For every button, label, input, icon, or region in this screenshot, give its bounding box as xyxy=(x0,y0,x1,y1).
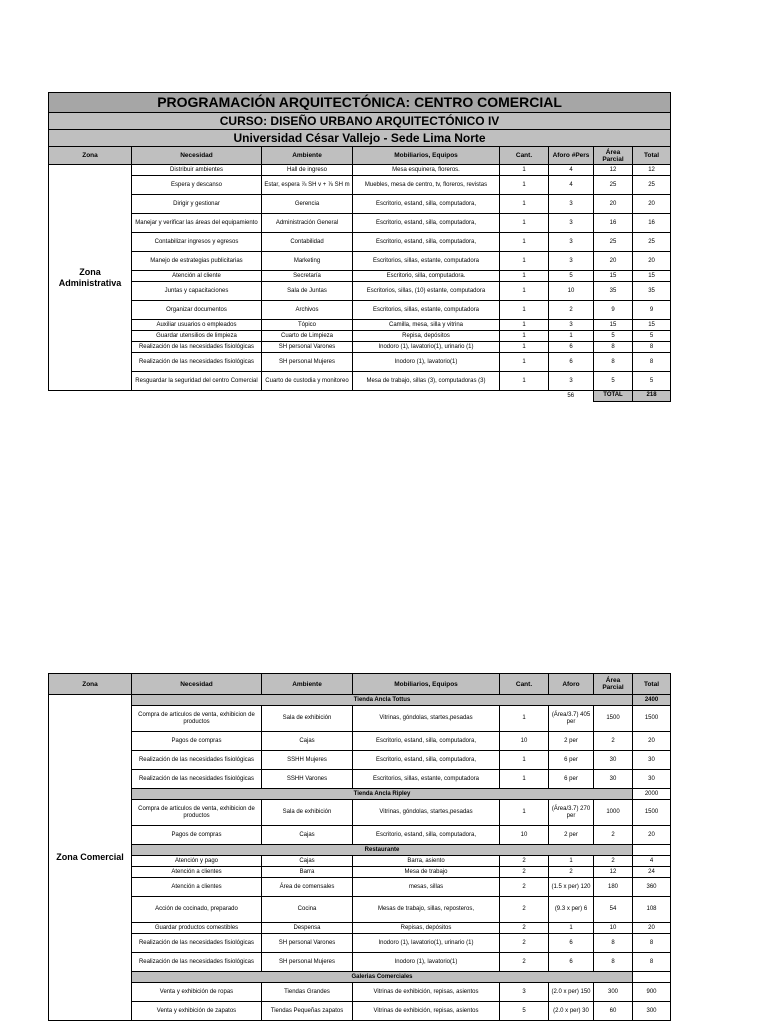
aforo-cell: 6 xyxy=(549,353,594,372)
necesidad-cell: Realización de las necesidades fisiológicas xyxy=(132,342,262,353)
total-cell: 9 xyxy=(633,301,671,320)
aforo-cell: 4 xyxy=(549,165,594,176)
mobiliario-cell: Vitrinas de exhibición, repisas, asientos xyxy=(353,1002,500,1021)
aforo-cell: (2.0 x per) 30 xyxy=(549,1002,594,1021)
section-name: Restaurante xyxy=(132,845,633,856)
aforo-cell: 3 xyxy=(549,233,594,252)
table-row xyxy=(49,271,671,282)
area-parcial-cell: 2 xyxy=(594,826,633,845)
column-header: Mobiliarios, Equipos xyxy=(353,147,500,165)
table-row xyxy=(49,233,671,252)
cantidad-cell: 1 xyxy=(500,706,549,732)
section-name: Tienda Ancla Ripley xyxy=(132,789,633,800)
cantidad-cell: 1 xyxy=(500,233,549,252)
column-header: Zona xyxy=(49,674,132,695)
aforo-cell: 6 xyxy=(549,953,594,972)
column-header: Área Parcial xyxy=(594,147,633,165)
mobiliario-cell: Repisa, depósitos xyxy=(353,331,500,342)
aforo-cell: 6 per xyxy=(549,751,594,770)
totals-row xyxy=(49,391,671,402)
section-total: 2400 xyxy=(633,695,671,706)
column-header: Ambiente xyxy=(262,147,353,165)
ambiente-cell: Sala de Juntas xyxy=(262,282,353,301)
aforo-cell: (1.5 x per) 120 xyxy=(549,878,594,897)
mobiliario-cell: Escritorios, sillas, estante, computadora xyxy=(353,252,500,271)
column-header: Zona xyxy=(49,147,132,165)
cantidad-cell: 2 xyxy=(500,878,549,897)
aforo-cell: 3 xyxy=(549,195,594,214)
ambiente-cell: Cuarto de Limpieza xyxy=(262,331,353,342)
section-total: 2000 xyxy=(633,789,671,800)
area-parcial-cell: 10 xyxy=(594,923,633,934)
area-parcial-cell: 8 xyxy=(594,342,633,353)
ambiente-cell: Archivos xyxy=(262,301,353,320)
total-cell: 16 xyxy=(633,214,671,233)
aforo-cell: 3 xyxy=(549,372,594,391)
aforo-cell: 2 xyxy=(549,867,594,878)
table-row xyxy=(49,301,671,320)
necesidad-cell: Guardar productos comestibles xyxy=(132,923,262,934)
total-cell: 20 xyxy=(633,826,671,845)
mobiliario-cell: Escritorio, silla, computadora. xyxy=(353,271,500,282)
column-header: Necesidad xyxy=(132,147,262,165)
cantidad-cell: 10 xyxy=(500,732,549,751)
ambiente-cell: Tiendas Grandes xyxy=(262,983,353,1002)
course-title: CURSO: DISEÑO URBANO ARQUITECTÓNICO IV xyxy=(49,113,671,130)
total-cell: 24 xyxy=(633,867,671,878)
column-header: Cant. xyxy=(500,674,549,695)
table-row xyxy=(49,214,671,233)
mobiliario-cell: Vitrinas, góndolas, startes,pesadas xyxy=(353,706,500,732)
table-row xyxy=(49,826,671,845)
necesidad-cell: Realización de las necesidades fisiológicas xyxy=(132,770,262,789)
cantidad-cell: 1 xyxy=(500,353,549,372)
total-cell: 15 xyxy=(633,320,671,331)
necesidad-cell: Acción de cocinado, preparado xyxy=(132,897,262,923)
aforo-cell: 3 xyxy=(549,320,594,331)
cantidad-cell: 1 xyxy=(500,320,549,331)
aforo-cell: 3 xyxy=(549,252,594,271)
table-header-row xyxy=(49,147,671,165)
necesidad-cell: Atención a clientes xyxy=(132,867,262,878)
total-cell: 8 xyxy=(633,353,671,372)
ambiente-cell: Área de comensales xyxy=(262,878,353,897)
blank-cell xyxy=(49,391,549,402)
table-row xyxy=(49,983,671,1002)
necesidad-cell: Atención al cliente xyxy=(132,271,262,282)
table-row xyxy=(49,165,671,176)
mobiliario-cell: Repisas, depósitos xyxy=(353,923,500,934)
ambiente-cell: Cajas xyxy=(262,732,353,751)
mobiliario-cell: Inodoro (1), lavatorio(1) xyxy=(353,953,500,972)
necesidad-cell: Atención a clientes xyxy=(132,878,262,897)
cantidad-cell: 2 xyxy=(500,934,549,953)
table-row xyxy=(49,878,671,897)
section-row xyxy=(49,845,671,856)
cantidad-cell: 1 xyxy=(500,800,549,826)
necesidad-cell: Realización de las necesidades fisiológicas xyxy=(132,934,262,953)
aforo-sum: 56 xyxy=(567,392,575,399)
zone-label: Zona Administrativa xyxy=(49,165,132,391)
column-header: Mobiliarios, Equipos xyxy=(353,674,500,695)
section-name: Galerias Comerciales xyxy=(132,972,633,983)
area-parcial-cell: 35 xyxy=(594,282,633,301)
total-cell: 300 xyxy=(633,1002,671,1021)
total-cell: 8 xyxy=(633,953,671,972)
necesidad-cell: Guardar utensilios de limpieza xyxy=(132,331,262,342)
area-parcial-cell: 12 xyxy=(594,165,633,176)
cantidad-cell: 1 xyxy=(500,342,549,353)
column-header: Ambiente xyxy=(262,674,353,695)
total-cell: 12 xyxy=(633,165,671,176)
ambiente-cell: Cocina xyxy=(262,897,353,923)
university-title: Universidad César Vallejo - Sede Lima Norte xyxy=(49,130,671,147)
ambiente-cell: SH personal Varones xyxy=(262,342,353,353)
area-parcial-cell: 25 xyxy=(594,233,633,252)
aforo-cell: (Área/3.7) 405 per xyxy=(549,706,594,732)
aforo-cell: (9.3 x per) 6 xyxy=(549,897,594,923)
necesidad-cell: Compra de articulos de venta, exhibicion de productos xyxy=(132,800,262,826)
mobiliario-cell: Escritorios, sillas, (10) estante, computadora xyxy=(353,282,500,301)
total-cell: 4 xyxy=(633,856,671,867)
table-row xyxy=(49,867,671,878)
table-row xyxy=(49,934,671,953)
section-row xyxy=(49,789,671,800)
table-row xyxy=(49,953,671,972)
area-parcial-cell: 15 xyxy=(594,271,633,282)
cantidad-cell: 1 xyxy=(500,271,549,282)
ambiente-cell: Tópico xyxy=(262,320,353,331)
column-header: Aforo #Pers xyxy=(549,147,594,165)
table-row xyxy=(49,282,671,301)
total-cell: 900 xyxy=(633,983,671,1002)
ambiente-cell: Cuarto de custodia y monitoreo xyxy=(262,372,353,391)
ambiente-cell: Marketing xyxy=(262,252,353,271)
total-cell: 25 xyxy=(633,176,671,195)
aforo-cell: 2 xyxy=(549,301,594,320)
mobiliario-cell: Vitrinas, góndolas, startes,pesadas xyxy=(353,800,500,826)
total-cell: 30 xyxy=(633,770,671,789)
section-name: Tienda Ancla Tottus xyxy=(132,695,633,706)
aforo-cell: (2.0 x per) 150 xyxy=(549,983,594,1002)
cantidad-cell: 5 xyxy=(500,1002,549,1021)
cantidad-cell: 1 xyxy=(500,165,549,176)
table-row xyxy=(49,751,671,770)
table-row xyxy=(49,770,671,789)
ambiente-cell: Cajas xyxy=(262,856,353,867)
aforo-cell: 4 xyxy=(549,176,594,195)
column-header: Necesidad xyxy=(132,674,262,695)
necesidad-cell: Pagos de compras xyxy=(132,826,262,845)
aforo-cell: 1 xyxy=(549,923,594,934)
area-parcial-cell: 300 xyxy=(594,983,633,1002)
ambiente-cell: Contabilidad xyxy=(262,233,353,252)
table-row xyxy=(49,342,671,353)
total-cell: 5 xyxy=(633,331,671,342)
mobiliario-cell: Escritorio, estand, silla, computadora, xyxy=(353,732,500,751)
ambiente-cell: Administración General xyxy=(262,214,353,233)
ambiente-cell: SSHH Mujeres xyxy=(262,751,353,770)
document-title: PROGRAMACIÓN ARQUITECTÓNICA: CENTRO COMERCIAL xyxy=(49,93,671,113)
area-parcial-cell: 54 xyxy=(594,897,633,923)
ambiente-cell: SH personal Mujeres xyxy=(262,953,353,972)
ambiente-cell: Sala de exhibición xyxy=(262,800,353,826)
necesidad-cell: Contabilizar ingresos y egresos xyxy=(132,233,262,252)
cantidad-cell: 3 xyxy=(500,983,549,1002)
total-cell: 5 xyxy=(633,372,671,391)
mobiliario-cell: Barra, asiento xyxy=(353,856,500,867)
column-header: Cant. xyxy=(500,147,549,165)
mobiliario-cell: Escritorio, estand, silla, computadora, xyxy=(353,195,500,214)
cantidad-cell: 1 xyxy=(500,770,549,789)
cantidad-cell: 1 xyxy=(500,301,549,320)
aforo-cell: (Área/3.7) 270 per xyxy=(549,800,594,826)
mobiliario-cell: Escritorio, estand, silla, computadora, xyxy=(353,214,500,233)
table-row xyxy=(49,923,671,934)
necesidad-cell: Realización de las necesidades fisiológicas xyxy=(132,953,262,972)
commercial-program-table xyxy=(48,673,671,1021)
area-parcial-cell: 30 xyxy=(594,751,633,770)
area-parcial-cell: 1500 xyxy=(594,706,633,732)
ambiente-cell: Gerencia xyxy=(262,195,353,214)
mobiliario-cell: Mesa esquinera, floreros. xyxy=(353,165,500,176)
total-cell: 20 xyxy=(633,195,671,214)
column-header: Total xyxy=(633,674,671,695)
necesidad-cell: Dirigir y gestionar xyxy=(132,195,262,214)
ambiente-cell: SH personal Varones xyxy=(262,934,353,953)
area-parcial-cell: 5 xyxy=(594,372,633,391)
aforo-cell: 3 xyxy=(549,214,594,233)
mobiliario-cell: Camilla, mesa, silla y vitrina xyxy=(353,320,500,331)
area-parcial-cell: 20 xyxy=(594,252,633,271)
necesidad-cell: Distribuir ambientes xyxy=(132,165,262,176)
area-parcial-cell: 16 xyxy=(594,214,633,233)
admin-program-table xyxy=(48,92,671,402)
area-parcial-cell: 8 xyxy=(594,953,633,972)
mobiliario-cell: Mesa de trabajo xyxy=(353,867,500,878)
total-cell: 360 xyxy=(633,878,671,897)
total-cell: 108 xyxy=(633,897,671,923)
area-parcial-cell: 12 xyxy=(594,867,633,878)
area-parcial-cell: 15 xyxy=(594,320,633,331)
ambiente-cell: Despensa xyxy=(262,923,353,934)
ambiente-cell: Tiendas Pequeñas zapatos xyxy=(262,1002,353,1021)
cantidad-cell: 1 xyxy=(500,176,549,195)
column-header: Total xyxy=(633,147,671,165)
ambiente-cell: Sala de exhibición xyxy=(262,706,353,732)
necesidad-cell: Organizar documentos xyxy=(132,301,262,320)
necesidad-cell: Resguardar la seguridad del centro Comercial xyxy=(132,372,262,391)
cantidad-cell: 10 xyxy=(500,826,549,845)
mobiliario-cell: Mesa de trabajo, sillas (3), computadoras (3) xyxy=(353,372,500,391)
mobiliario-cell: Muebles, mesa de centro, tv, floreros, revistas xyxy=(353,176,500,195)
area-parcial-cell: 5 xyxy=(594,331,633,342)
cantidad-cell: 2 xyxy=(500,923,549,934)
aforo-cell: 10 xyxy=(549,282,594,301)
mobiliario-cell: Vitrinas de exhibición, repisas, asientos xyxy=(353,983,500,1002)
aforo-cell: 6 per xyxy=(549,770,594,789)
section-row xyxy=(49,695,671,706)
mobiliario-cell: mesas, sillas xyxy=(353,878,500,897)
section-total xyxy=(633,972,671,983)
cantidad-cell: 1 xyxy=(500,751,549,770)
aforo-cell: 6 xyxy=(549,934,594,953)
cantidad-cell: 1 xyxy=(500,214,549,233)
mobiliario-cell: Escritorio, estand, silla, computadora, xyxy=(353,826,500,845)
total-cell: 20 xyxy=(633,732,671,751)
ambiente-cell: Hall de ingreso xyxy=(262,165,353,176)
necesidad-cell: Realización de las necesidades fisiológicas xyxy=(132,353,262,372)
table-row xyxy=(49,320,671,331)
cantidad-cell: 2 xyxy=(500,856,549,867)
section-row xyxy=(49,972,671,983)
table-row xyxy=(49,353,671,372)
area-parcial-cell: 2 xyxy=(594,732,633,751)
total-cell: 8 xyxy=(633,342,671,353)
aforo-cell: 6 xyxy=(549,342,594,353)
table-row xyxy=(49,331,671,342)
necesidad-cell: Atención y pago xyxy=(132,856,262,867)
cantidad-cell: 1 xyxy=(500,372,549,391)
necesidad-cell: Compra de articulos de venta, exhibicion de productos xyxy=(132,706,262,732)
area-parcial-cell: 180 xyxy=(594,878,633,897)
cantidad-cell: 1 xyxy=(500,331,549,342)
mobiliario-cell: Inodoro (1), lavatorio(1), urinario (1) xyxy=(353,342,500,353)
column-header: Área Parcial xyxy=(594,674,633,695)
mobiliario-cell: Inodoro (1), lavatorio(1), urinario (1) xyxy=(353,934,500,953)
ambiente-cell: SSHH Varones xyxy=(262,770,353,789)
area-parcial-cell: 1000 xyxy=(594,800,633,826)
table-row xyxy=(49,732,671,751)
table-row xyxy=(49,897,671,923)
necesidad-cell: Espera y descanso xyxy=(132,176,262,195)
aforo-cell: 2 per xyxy=(549,826,594,845)
necesidad-cell: Realización de las necesidades fisiológicas xyxy=(132,751,262,770)
ambiente-cell: Estar, espera ⅞ SH v + ⅞ SH m xyxy=(262,176,353,195)
total-cell: 8 xyxy=(633,934,671,953)
area-parcial-cell: 8 xyxy=(594,934,633,953)
mobiliario-cell: Escritorio, estand, silla, computadora, xyxy=(353,233,500,252)
aforo-cell: 2 per xyxy=(549,732,594,751)
total-label: TOTAL xyxy=(594,391,633,402)
table-header-row xyxy=(49,674,671,695)
table-row xyxy=(49,800,671,826)
area-parcial-cell: 2 xyxy=(594,856,633,867)
ambiente-cell: Cajas xyxy=(262,826,353,845)
necesidad-cell: Juntas y capacitaciones xyxy=(132,282,262,301)
ambiente-cell: Secretaría xyxy=(262,271,353,282)
total-cell: 1500 xyxy=(633,706,671,732)
necesidad-cell: Auxiliar usuarios o empleados xyxy=(132,320,262,331)
area-parcial-cell: 8 xyxy=(594,353,633,372)
mobiliario-cell: Escritorio, estand, silla, computadora, xyxy=(353,751,500,770)
mobiliario-cell: Escritorios, sillas, estante, computadora xyxy=(353,770,500,789)
table-row xyxy=(49,1002,671,1021)
cantidad-cell: 1 xyxy=(500,282,549,301)
area-parcial-cell: 30 xyxy=(594,770,633,789)
aforo-cell: 1 xyxy=(549,856,594,867)
ambiente-cell: Barra xyxy=(262,867,353,878)
area-parcial-cell: 25 xyxy=(594,176,633,195)
cantidad-cell: 2 xyxy=(500,897,549,923)
total-cell: 15 xyxy=(633,271,671,282)
aforo-cell: 5 xyxy=(549,271,594,282)
area-parcial-cell: 9 xyxy=(594,301,633,320)
table-row xyxy=(49,176,671,195)
total-cell: 30 xyxy=(633,751,671,770)
total-cell: 1500 xyxy=(633,800,671,826)
column-header: Aforo xyxy=(549,674,594,695)
cantidad-cell: 1 xyxy=(500,252,549,271)
total-cell: 25 xyxy=(633,233,671,252)
cantidad-cell: 2 xyxy=(500,867,549,878)
mobiliario-cell: Inodoro (1), lavatorio(1) xyxy=(353,353,500,372)
aforo-cell: 1 xyxy=(549,331,594,342)
total-value: 218 xyxy=(633,391,671,402)
necesidad-cell: Manejo de estrategias publicitarias xyxy=(132,252,262,271)
necesidad-cell: Venta y exhibición de ropas xyxy=(132,983,262,1002)
total-cell: 20 xyxy=(633,252,671,271)
section-total xyxy=(633,845,671,856)
table-row xyxy=(49,856,671,867)
total-cell: 35 xyxy=(633,282,671,301)
necesidad-cell: Venta y exhibición de zapatos xyxy=(132,1002,262,1021)
table-row xyxy=(49,252,671,271)
zone-label: Zona Comercial xyxy=(49,695,132,1021)
necesidad-cell: Manejar y verificar las áreas del equipamiento xyxy=(132,214,262,233)
necesidad-cell: Pagos de compras xyxy=(132,732,262,751)
table-row xyxy=(49,195,671,214)
total-cell: 20 xyxy=(633,923,671,934)
table-row xyxy=(49,706,671,732)
mobiliario-cell: Escritorios, sillas, estante, computadora xyxy=(353,301,500,320)
ambiente-cell: SH personal Mujeres xyxy=(262,353,353,372)
cantidad-cell: 1 xyxy=(500,195,549,214)
table-row xyxy=(49,372,671,391)
area-parcial-cell: 20 xyxy=(594,195,633,214)
cantidad-cell: 2 xyxy=(500,953,549,972)
area-parcial-cell: 60 xyxy=(594,1002,633,1021)
mobiliario-cell: Mesas de trabajo, sillas, reposteros, xyxy=(353,897,500,923)
